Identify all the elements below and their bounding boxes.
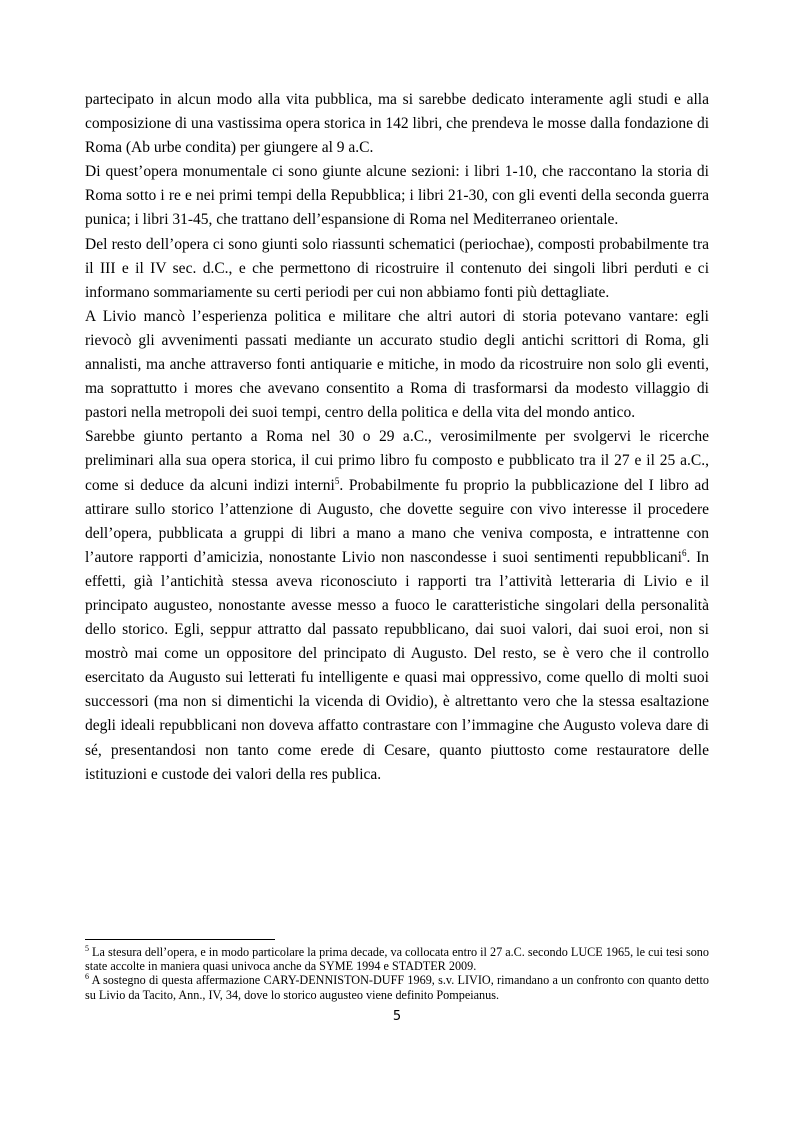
footnote-ref[interactable]: 6 <box>681 547 687 558</box>
paragraph-text: Sarebbe giunto pertanto a Roma nel 30 o 29 a.C., verosimilmente per svolgervi le ricerche preliminari alla sua opera storica, il cui primo libro fu composto e pubblicato tra il 27 e il 25 a.C., come si deduce da alcuni indizi interni <box>85 428 709 494</box>
footnotes <box>85 945 709 1002</box>
paragraph: Del resto dell’opera ci sono giunti solo riassunti schematici (periochae), composti probabilmente tra il III e il IV sec. d.C., e che permettono di ricostruire il contenuto dei singoli libri perduti e ci informano sommariamente su certi periodi per cui non abbiamo fonti più dettagliate. <box>85 235 709 301</box>
main-text <box>85 88 709 787</box>
paragraph-text: . Probabilmente fu proprio la pubblicazione del I libro ad attirare sullo storico l’attenzione di Augusto, che dovette seguire con vivo interesse il procedere dell’opera, pubblicata a gruppi di libri a mano a mano che veniva composta, e intrattenne con l’autore rapporti d’amicizia, nonostante Livio non nascondesse i suoi sentimenti repubblicani <box>85 476 709 566</box>
footnote-text: La stesura dell’opera, e in modo particolare la prima decade, va collocata entro il 27 a.C. secondo LUCE 1965, le cui tesi sono state accolte in maniera quasi univoca anche da SYME 1994 e STADTER 2009. <box>85 945 709 974</box>
paragraph: A Livio mancò l’esperienza politica e militare che altri autori di storia potevano vantare: egli rievocò gli avvenimenti passati mediante un accurato studio degli antichi scrittori di Roma, gli annalisti, ma anche attraverso fonti antiquarie e mitiche, in modo da ricostruire non solo gli eventi, ma soprattutto i mores che avevano consentito a Roma di trasformarsi da modesto villaggio di pastori nella metropoli dei suoi tempi, centro della politica e della vita del mondo antico. <box>85 307 709 422</box>
paragraph: partecipato in alcun modo alla vita pubblica, ma si sarebbe dedicato interamente agli studi e alla composizione di una vastissima opera storica in 142 libri, che prendeva le mosse dalla fondazione di Roma (Ab urbe condita) per giungere al 9 a.C. <box>85 91 709 157</box>
paragraph-text: . In effetti, già l’antichità stessa aveva riconosciuto i rapporti tra l’attività letteraria di Livio e il principato augusteo, nonostante avesse messo a fuoco le caratteristiche singolari della personalità dello storico. Egli, seppur attratto dal passato repubblicano, dai suoi valori, dai suoi eroi, non si mostrò mai come un oppositore del principato di Augusto. Del resto, se è vero che il controllo esercitato da Augusto sui letterati fu intelligente e quasi mai oppressivo, come quello di molti suoi successori (ma non si dimentichi la vicenda di Ovidio), è altrettanto vero che la stessa esaltazione degli ideali repubblicani non doveva affatto contrastare con l’immagine che Augusto voleva dare di sé, presentandosi non tanto come erede di Cesare, quanto piuttosto come restauratore delle istituzioni e custode dei valori della res publica. <box>85 548 709 783</box>
paragraph: Di quest’opera monumentale ci sono giunte alcune sezioni: i libri 1-10, che raccontano la storia di Roma sotto i re e nei primi tempi della Repubblica; i libri 21-30, con gli eventi della seconda guerra punica; i libri 31-45, che trattano dell’espansione di Roma nel Mediterraneo orientale. <box>85 163 709 229</box>
footnote-number: 5 <box>85 943 89 953</box>
footnote-ref[interactable]: 5 <box>334 475 340 486</box>
footnote-text: A sostegno di questa affermazione CARY-DENNISTON-DUFF 1969, s.v. LIVIO, rimandano a un confronto con quanto detto su Livio da Tacito, Ann., IV, 34, dove lo storico augusteo viene definito Pompeianus. <box>85 973 709 1002</box>
paragraph <box>85 425 709 786</box>
footnote <box>85 945 709 973</box>
footnote-number: 6 <box>85 972 89 982</box>
footnote <box>85 973 709 1001</box>
page-number: 5 <box>392 1009 402 1024</box>
footnote-separator <box>85 939 275 940</box>
